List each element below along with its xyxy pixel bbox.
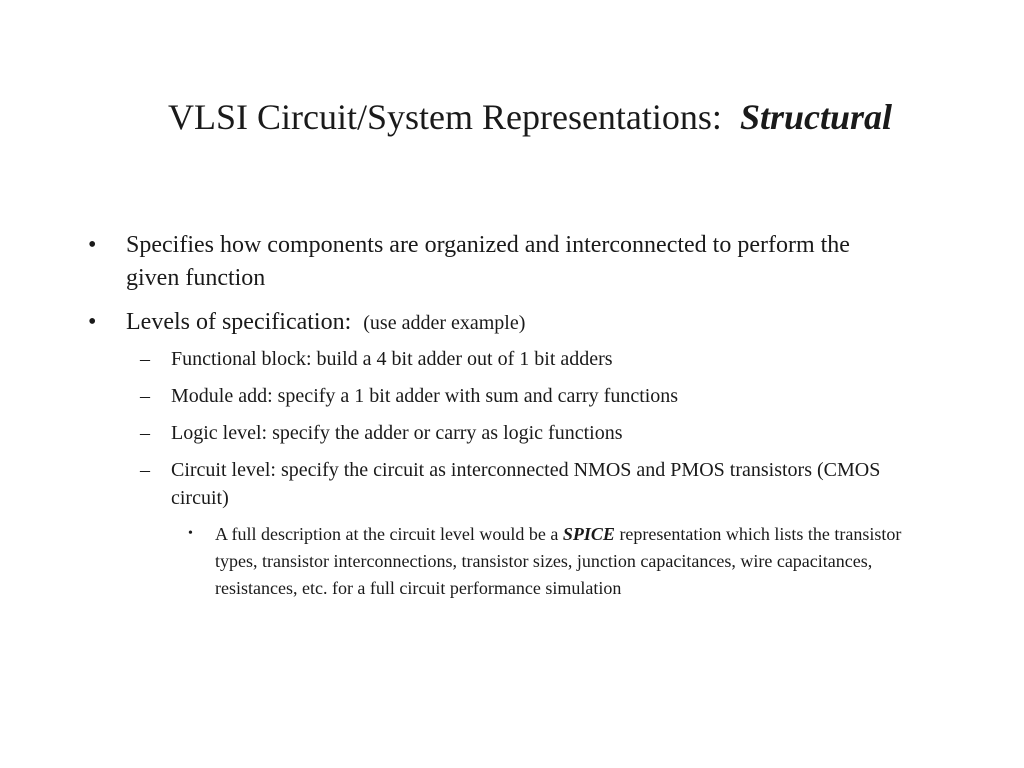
sub-sub-bullet-text-before: A full description at the circuit level would be a (215, 524, 563, 544)
bullet-text-line (126, 306, 886, 340)
sub-bullet-text: Logic level: specify the adder or carry as logic functions (171, 422, 623, 444)
sub-bullet-text: Circuit level: specify the circuit as interconnected NMOS and PMOS transistors (CMOS circuit) (171, 459, 881, 509)
sub-sub-bullet-text (215, 521, 945, 602)
slide-title-emphasis: Structural (739, 97, 893, 137)
spice-emphasis: SPICE (562, 524, 615, 544)
sub-bullet-marker: – (140, 348, 150, 370)
bullet-text: Specifies how components are organized and interconnected to perform the given function (126, 232, 850, 291)
slide-title-main: VLSI Circuit/System Representations: (167, 97, 722, 137)
sub-bullet-text: Functional block: build a 4 bit adder out of 1 bit adders (171, 348, 613, 370)
sub-bullet-marker: – (140, 385, 150, 407)
bullet-note: (use adder example) (363, 312, 526, 334)
sub-bullet-marker: – (140, 422, 150, 444)
bullet-text: Levels of specification: (126, 309, 352, 335)
sub-sub-bullet-marker: • (188, 526, 193, 541)
slide-title (0, 93, 1024, 141)
bullet-marker: • (88, 309, 97, 335)
sub-bullet-marker: – (140, 459, 150, 481)
sub-sub-bullet-text-after: representation which lists the transistor types, transistor interconnections, transistor sizes, junction capacitances, wire capacitances, resistances, etc. for a full circuit performance simulation (215, 524, 902, 598)
sub-bullet-text: Module add: specify a 1 bit adder with sum and carry functions (171, 385, 679, 407)
bullet-marker: • (88, 232, 97, 258)
